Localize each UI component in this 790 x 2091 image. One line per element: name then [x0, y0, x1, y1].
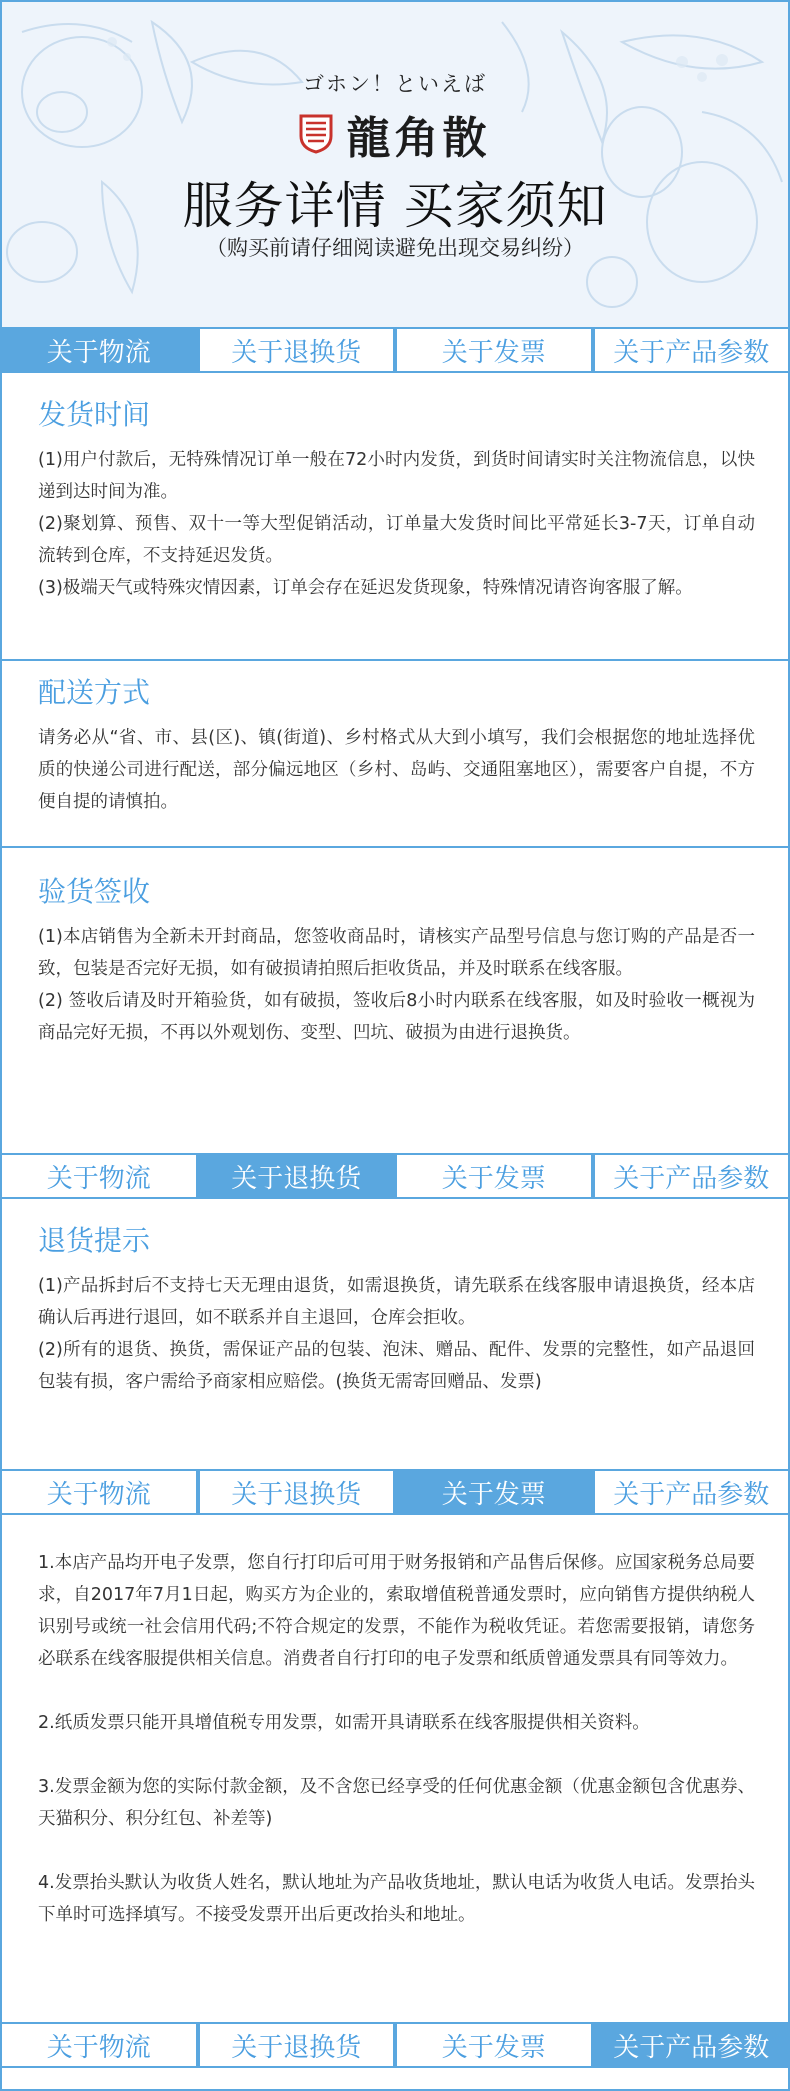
- section-invoice: [2, 1547, 788, 1931]
- logo-tagline: ゴホン！といえば: [303, 72, 487, 96]
- section-shipping-time: [2, 394, 788, 604]
- header-banner: [2, 2, 788, 327]
- tab-product-params[interactable]: 关于产品参数: [613, 1479, 770, 1510]
- tab-returns[interactable]: 关于退换货: [200, 1471, 398, 1513]
- tab-returns[interactable]: 关于退换货: [200, 2024, 398, 2066]
- tab-logistics[interactable]: 关于物流: [2, 2024, 200, 2066]
- tab-product-params[interactable]: 关于产品参数: [595, 2024, 789, 2066]
- tab-product-params[interactable]: 关于产品参数: [613, 337, 770, 368]
- tab-logistics[interactable]: 关于物流: [2, 329, 200, 371]
- tab-bar-product-params: [2, 2022, 788, 2068]
- section-divider: [2, 846, 788, 848]
- paragraph: 2.纸质发票只能开具增值税专用发票，如需开具请联系在线客服提供相关资料。: [38, 1713, 650, 1733]
- section-delivery: [2, 672, 788, 818]
- paragraph: (1)本店销售为全新未开封商品，您签收商品时，请核实产品型号信息与您订购的产品是否一致，包装是否完好无损，如有破损请拍照后拒收货品，并及时联系在线客服。: [38, 927, 755, 979]
- paragraph: (1)产品拆封后不支持七天无理由退货，如需退换货，请先联系在线客服申请退换货，经本店确认后再进行退回，如不联系并自主退回，仓库会拒收。: [38, 1276, 755, 1328]
- page-title: 服务详情 买家须知: [182, 177, 608, 235]
- section-inspection: [2, 871, 788, 1049]
- brand-name: 龍角散: [346, 113, 491, 164]
- tab-invoice[interactable]: 关于发票: [397, 329, 595, 371]
- tab-logistics[interactable]: 关于物流: [2, 1155, 200, 1197]
- section-return-notice: [2, 1220, 788, 1398]
- section-title: 配送方式: [38, 676, 151, 709]
- paragraph: (2)聚划算、预售、双十一等大型促销活动，订单量大发货时间比平常延长3-7天，订单自动流转到仓库，不支持延迟发货。: [38, 514, 755, 566]
- tab-bar-logistics: [2, 327, 788, 373]
- section-divider: [2, 659, 788, 661]
- tab-invoice[interactable]: 关于发票: [397, 2024, 595, 2066]
- paragraph: (1)用户付款后，无特殊情况订单一般在72小时内发货，到货时间请实时关注物流信息，以快递到达时间为准。: [38, 450, 755, 502]
- page-subtitle: （购买前请仔细阅读避免出现交易纠纷）: [206, 236, 584, 260]
- logo: [2, 102, 788, 166]
- paragraph: 3.发票金额为您的实际付款金额，及不含您已经享受的任何优惠金额（优惠金额包含优惠券、天猫积分、积分红包、补差等): [38, 1777, 755, 1829]
- tab-bar-returns: [2, 1153, 788, 1199]
- section-title: 退货提示: [38, 1224, 151, 1257]
- tab-returns[interactable]: 关于退换货: [200, 329, 398, 371]
- tab-returns[interactable]: 关于退换货: [200, 1155, 398, 1197]
- dragon-crest-icon: [299, 114, 333, 154]
- tab-invoice[interactable]: 关于发票: [397, 1471, 595, 1513]
- paragraph: 4.发票抬头默认为收货人姓名，默认地址为产品收货地址，默认电话为收货人电话。发票抬头下单时可选择填写。不接受发票开出后更改抬头和地址。: [38, 1873, 755, 1925]
- paragraph: 请务必从“省、市、县(区)、镇(街道)、乡村格式从大到小填写，我们会根据您的地址选择优质的快递公司进行配送，部分偏远地区（乡村、岛屿、交通阻塞地区），需要客户自提，不方便自提的请慎拍。: [38, 728, 755, 812]
- tab-product-params[interactable]: 关于产品参数: [613, 1163, 770, 1194]
- paragraph: (3)极端天气或特殊灾情因素，订单会存在延迟发货现象，特殊情况请咨询客服了解。: [38, 578, 693, 598]
- tab-invoice[interactable]: 关于发票: [397, 1155, 595, 1197]
- tab-logistics[interactable]: 关于物流: [2, 1471, 200, 1513]
- tab-bar-invoice: [2, 1469, 788, 1515]
- paragraph: 1.本店产品均开电子发票，您自行打印后可用于财务报销和产品售后保修。应国家税务总局要求，自2017年7月1日起，购买方为企业的，索取增值税普通发票时，应向销售方提供纳税人识别号或统一社会信用代码;不符合规定的发票，不能作为税收凭证。若您需要报销，请您务必联系在线客服提供相关信息。消费者自行打印的电子发票和纸质曾通发票具有同等效力。: [38, 1553, 755, 1669]
- paragraph: (2)所有的退货、换货，需保证产品的包装、泡沫、赠品、配件、发票的完整性，如产品退回包装有损，客户需给予商家相应赔偿。(换货无需寄回赠品、发票): [38, 1340, 755, 1392]
- section-title: 发货时间: [38, 398, 151, 431]
- section-title: 验货签收: [38, 875, 151, 908]
- paragraph: (2) 签收后请及时开箱验货，如有破损，签收后8小时内联系在线客服，如及时验收一概视为商品完好无损，不再以外观划伤、变型、凹坑、破损为由进行退换货。: [38, 991, 755, 1043]
